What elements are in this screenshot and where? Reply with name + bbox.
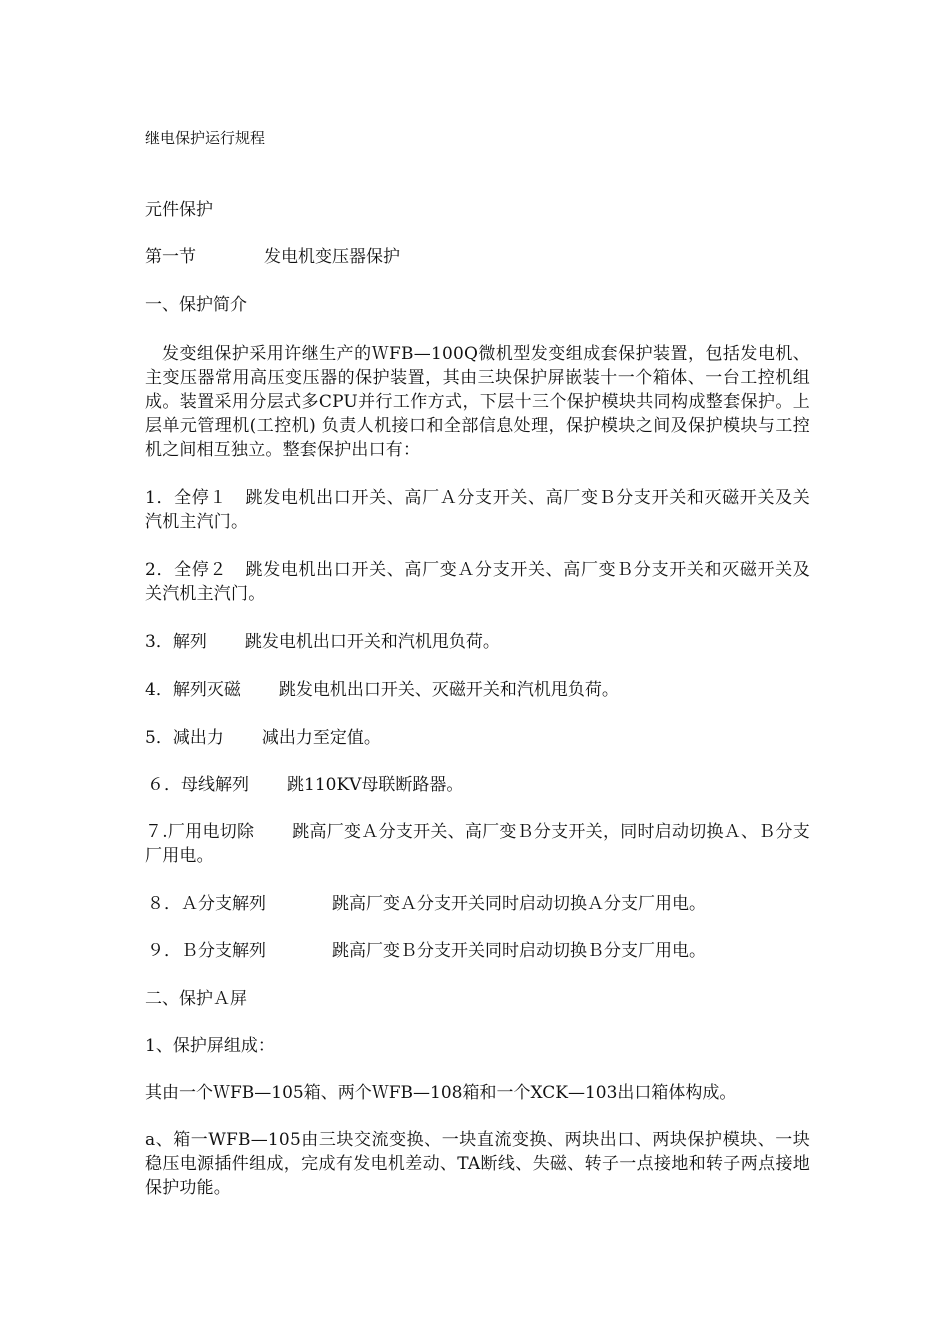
- subsection-heading-intro: 一、保护简介: [145, 295, 247, 315]
- document-title: 继电保护运行规程: [145, 129, 266, 147]
- subsection-heading-composition: 1、保护屏组成：: [145, 1036, 275, 1056]
- item-description: 减出力至定值。: [261, 728, 381, 748]
- section-heading: 元件保护: [145, 200, 213, 220]
- item-number: ６．母线解列: [147, 775, 249, 795]
- item-description: 跳发电机出口开关和汽机甩负荷。: [244, 632, 500, 652]
- box-a-paragraph: a、箱一WFB—105由三块交流变换、一块直流变换、两块出口、两块保护模块、一块稳压电源插件组成，完成有发电机差动、TA断线、失磁、转子一点接地和转子两点接地保护功能。: [145, 1130, 810, 1198]
- item-number: ７.厂用电切除: [145, 822, 255, 842]
- item-number: 3．解列: [145, 632, 207, 652]
- item-number: 1．全停１: [145, 488, 228, 508]
- list-item: [145, 820, 810, 868]
- item-description: 跳发电机出口开关、高厂Ａ分支开关、高厂变Ｂ分支开关和灭磁开关及关汽机主汽门。: [145, 488, 810, 532]
- item-description: 跳高厂变Ａ分支开关、高厂变Ｂ分支开关，同时启动切换Ａ、Ｂ分支厂用电。: [145, 822, 810, 866]
- list-item: [145, 558, 810, 606]
- list-item: [147, 892, 812, 916]
- intro-paragraph: 发变组保护采用许继生产的ＷFB—100Q微机型发变组成套保护装置，包括发电机、主变压器常用高压变压器的保护装置，其由三块保护屏嵌装十一个箱体、一台工控机组成。装置采用分层式多CPU并行工作方式，下层十三个保护模块共同构成整套保护。上层单元管理机(工控机) 负责人机接口和全部信息处理，保护模块之间及保护模块与工控机之间相互独立。整套保护出口有：: [145, 344, 810, 460]
- item-number: 2．全停２: [145, 560, 228, 580]
- chapter-label: 第一节: [145, 247, 196, 267]
- item-number: 4．解列灭磁: [145, 680, 241, 700]
- item-number: ８．Ａ分支解列: [147, 894, 266, 914]
- composition-text: 其由一个ＷFB—105箱、两个ＷFB—108箱和一个XCK—103出口箱体构成。: [145, 1083, 737, 1103]
- chapter-heading: [145, 245, 810, 269]
- item-number: ９．Ｂ分支解列: [147, 941, 266, 961]
- item-description: 跳发电机出口开关、高厂变Ａ分支开关、高厂变Ｂ分支开关和灭磁开关及关汽机主汽门。: [145, 560, 810, 604]
- list-item: [145, 486, 810, 534]
- item-description: 跳发电机出口开关、灭磁开关和汽机甩负荷。: [278, 680, 619, 700]
- chapter-title: 发电机变压器保护: [264, 247, 400, 267]
- list-item: [145, 726, 810, 750]
- item-description: 跳高厂变Ｂ分支开关同时启动切换Ｂ分支厂用电。: [332, 941, 706, 961]
- item-number: 5．减出力: [145, 728, 224, 748]
- item-description: 跳高厂变Ａ分支开关同时启动切换Ａ分支厂用电。: [332, 894, 706, 914]
- list-item: [147, 773, 812, 797]
- list-item: [145, 630, 810, 654]
- list-item: [145, 678, 810, 702]
- item-description: 跳110KV母联断路器。: [287, 775, 464, 795]
- subsection-heading-panel-a: 二、保护Ａ屏: [145, 989, 247, 1009]
- list-item: [147, 939, 812, 963]
